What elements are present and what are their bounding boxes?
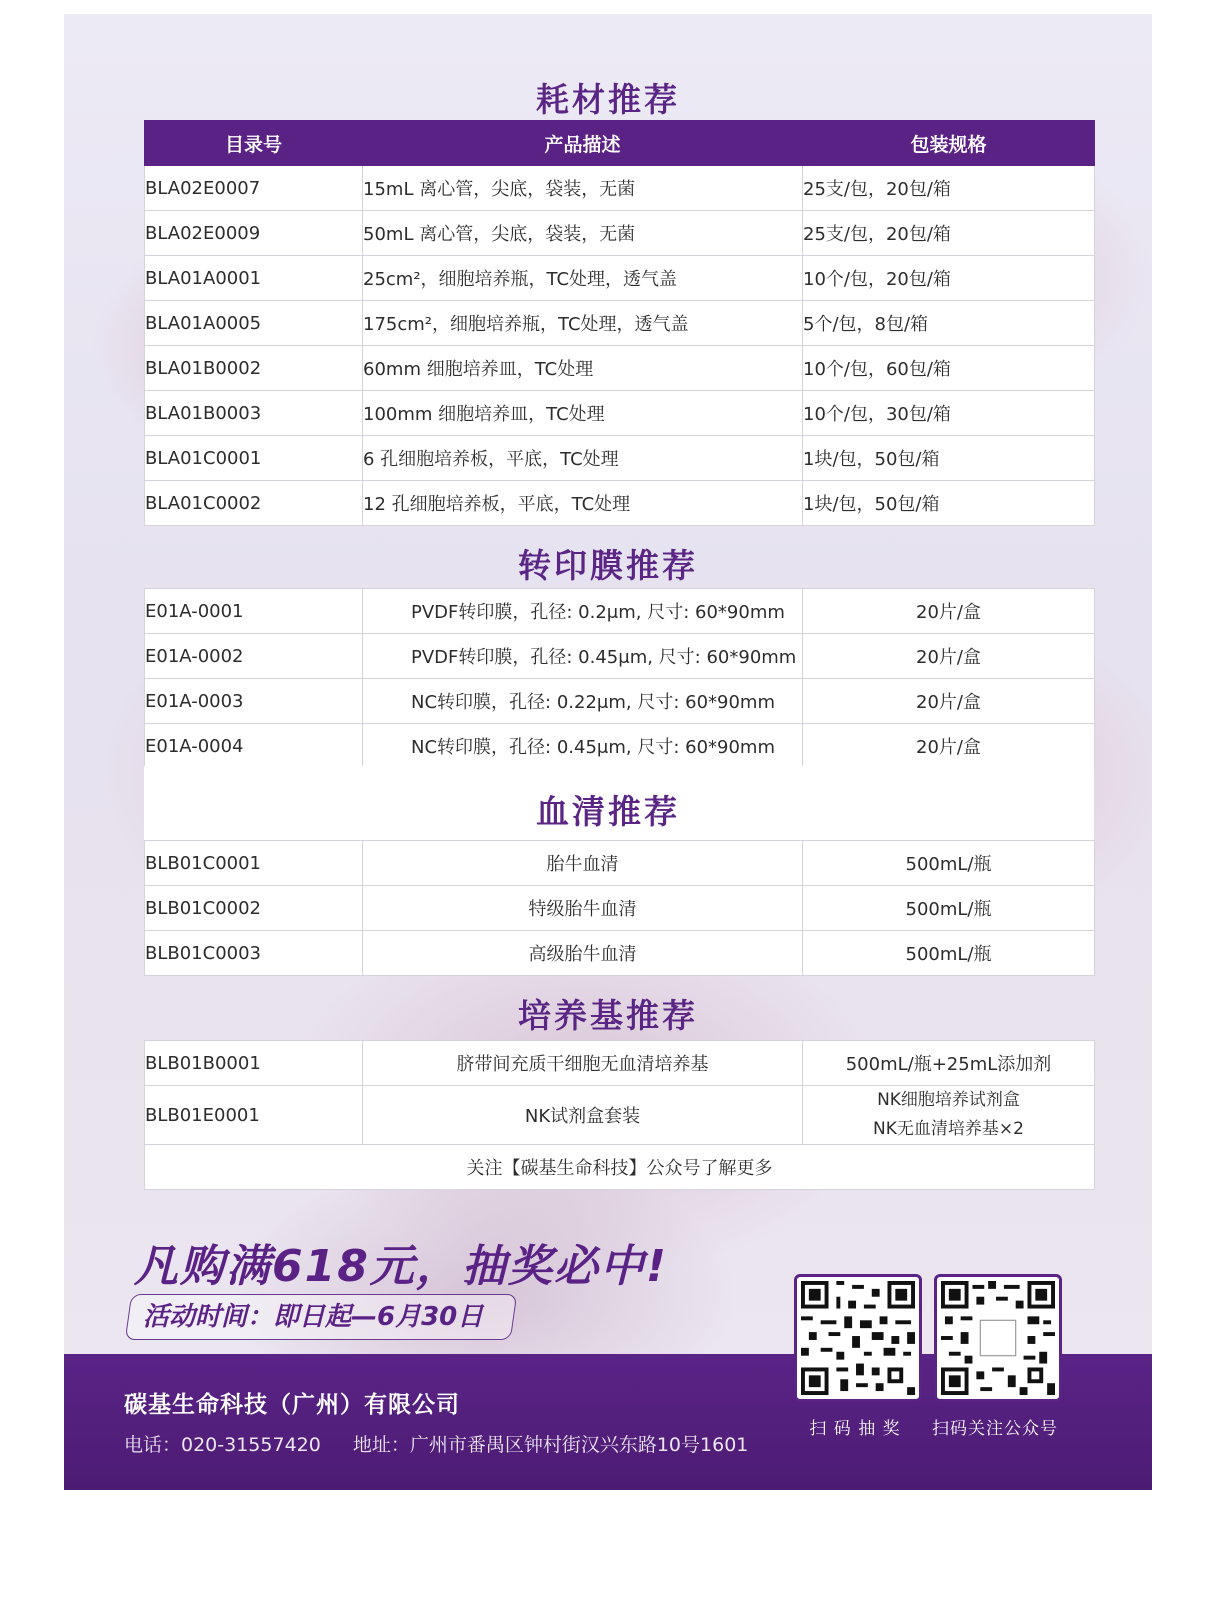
catalog-number: BLA02E0007 xyxy=(145,166,363,211)
table-row xyxy=(145,166,1095,211)
product-description: 25cm²，细胞培养瓶，TC处理，透气盖 xyxy=(363,256,803,301)
packaging-spec: 1块/包，50包/箱 xyxy=(803,481,1095,526)
packaging-spec: 1块/包，50包/箱 xyxy=(803,436,1095,481)
catalog-number: BLB01E0001 xyxy=(145,1086,363,1145)
catalog-number: E01A-0002 xyxy=(145,634,363,679)
catalog-number: BLB01B0001 xyxy=(145,1041,363,1086)
table-row xyxy=(145,346,1095,391)
membranes-table xyxy=(144,588,1095,769)
poster xyxy=(64,14,1152,1490)
product-description: 12 孔细胞培养板，平底，TC处理 xyxy=(363,481,803,526)
table-row xyxy=(145,1086,1095,1145)
follow-account-note: 关注【碳基生命科技】公众号了解更多 xyxy=(145,1145,1095,1190)
official-account-qr-label: 扫码关注公众号 xyxy=(932,1419,1058,1439)
product-description: 100mm 细胞培养皿，TC处理 xyxy=(363,391,803,436)
product-description: 脐带间充质干细胞无血清培养基 xyxy=(363,1041,803,1086)
section-title-consumables: 耗材推荐 xyxy=(536,80,680,119)
packaging-spec: 10个/包，60包/箱 xyxy=(803,346,1095,391)
table-row xyxy=(145,724,1095,769)
event-time-text: 活动时间：即日起—6月30日 xyxy=(143,1302,484,1332)
product-description: 6 孔细胞培养板，平底，TC处理 xyxy=(363,436,803,481)
table-row xyxy=(145,634,1095,679)
qr-code-icon xyxy=(941,1281,1055,1395)
catalog-number: BLA01B0003 xyxy=(145,391,363,436)
table-row xyxy=(145,211,1095,256)
media-table xyxy=(144,1040,1095,1190)
catalog-number: BLA01B0002 xyxy=(145,346,363,391)
table-row xyxy=(145,481,1095,526)
product-description: PVDF转印膜，孔径: 0.2μm, 尺寸: 60*90mm xyxy=(363,589,803,634)
table-row xyxy=(145,256,1095,301)
packaging-spec: 20片/盒 xyxy=(803,724,1095,769)
qr-code-icon xyxy=(801,1281,915,1395)
packaging-spec: 25支/包，20包/箱 xyxy=(803,211,1095,256)
packaging-spec: 500mL/瓶 xyxy=(803,886,1095,931)
product-description: 15mL 离心管，尖底，袋装，无菌 xyxy=(363,166,803,211)
header-packaging: 包装规格 xyxy=(803,121,1095,166)
table-row xyxy=(145,931,1095,976)
section-title-serum: 血清推荐 xyxy=(536,792,680,831)
table-row xyxy=(145,589,1095,634)
table-row xyxy=(145,679,1095,724)
table-row xyxy=(145,436,1095,481)
product-description: NC转印膜，孔径: 0.45μm, 尺寸: 60*90mm xyxy=(363,724,803,769)
product-description: NK试剂盒套装 xyxy=(363,1086,803,1145)
phone-number: 电话：020-31557420 xyxy=(124,1434,321,1456)
packaging-spec: 5个/包，8包/箱 xyxy=(803,301,1095,346)
contact-line xyxy=(124,1430,748,1457)
catalog-number: BLB01C0001 xyxy=(145,841,363,886)
serum-table xyxy=(144,840,1095,976)
event-time-badge xyxy=(125,1294,517,1340)
header-catalog-no: 目录号 xyxy=(145,121,363,166)
lottery-qr-code[interactable] xyxy=(794,1274,922,1402)
product-description: PVDF转印膜，孔径: 0.45μm, 尺寸: 60*90mm xyxy=(363,634,803,679)
packaging-spec: 25支/包，20包/箱 xyxy=(803,166,1095,211)
catalog-number: E01A-0001 xyxy=(145,589,363,634)
company-name: 碳基生命科技（广州）有限公司 xyxy=(124,1392,460,1418)
packaging-spec: 10个/包，30包/箱 xyxy=(803,391,1095,436)
table-row xyxy=(145,886,1095,931)
table-row xyxy=(145,1041,1095,1086)
section-title-membranes: 转印膜推荐 xyxy=(518,546,698,585)
packaging-spec: 20片/盒 xyxy=(803,634,1095,679)
catalog-number: BLB01C0002 xyxy=(145,886,363,931)
table-note-row xyxy=(145,1145,1095,1190)
packaging-spec: 500mL/瓶+25mL添加剂 xyxy=(803,1041,1095,1086)
table-header-row xyxy=(145,121,1095,166)
promo-headline: 凡购满618元，抽奖必中! xyxy=(134,1241,668,1292)
product-description: 60mm 细胞培养皿，TC处理 xyxy=(363,346,803,391)
product-description: NC转印膜，孔径: 0.22μm, 尺寸: 60*90mm xyxy=(363,679,803,724)
table-row xyxy=(145,301,1095,346)
product-description: 胎牛血清 xyxy=(363,841,803,886)
packaging-spec: 500mL/瓶 xyxy=(803,841,1095,886)
catalog-number: E01A-0003 xyxy=(145,679,363,724)
packaging-line: NK无血清培养基×2 xyxy=(873,1119,1024,1139)
packaging-spec: 20片/盒 xyxy=(803,589,1095,634)
packaging-spec: 10个/包，20包/箱 xyxy=(803,256,1095,301)
catalog-number: E01A-0004 xyxy=(145,724,363,769)
catalog-number: BLA01A0001 xyxy=(145,256,363,301)
header-description: 产品描述 xyxy=(363,121,803,166)
product-description: 50mL 离心管，尖底，袋装，无菌 xyxy=(363,211,803,256)
packaging-line: NK细胞培养试剂盒 xyxy=(877,1090,1020,1110)
consumables-table xyxy=(144,120,1095,526)
catalog-number: BLB01C0003 xyxy=(145,931,363,976)
address: 地址：广州市番禺区钟村街汉兴东路10号1601 xyxy=(352,1434,749,1456)
product-description: 175cm²，细胞培养瓶，TC处理，透气盖 xyxy=(363,301,803,346)
table-row xyxy=(145,841,1095,886)
packaging-spec xyxy=(803,1086,1095,1145)
table-row xyxy=(145,391,1095,436)
lottery-qr-label: 扫 码 抽 奖 xyxy=(809,1419,901,1439)
catalog-number: BLA01C0001 xyxy=(145,436,363,481)
catalog-number: BLA01C0002 xyxy=(145,481,363,526)
catalog-number: BLA01A0005 xyxy=(145,301,363,346)
section-title-media: 培养基推荐 xyxy=(518,996,698,1035)
packaging-spec: 500mL/瓶 xyxy=(803,931,1095,976)
official-account-qr-code[interactable] xyxy=(934,1274,1062,1402)
product-description: 特级胎牛血清 xyxy=(363,886,803,931)
product-description: 高级胎牛血清 xyxy=(363,931,803,976)
packaging-spec: 20片/盒 xyxy=(803,679,1095,724)
catalog-number: BLA02E0009 xyxy=(145,211,363,256)
